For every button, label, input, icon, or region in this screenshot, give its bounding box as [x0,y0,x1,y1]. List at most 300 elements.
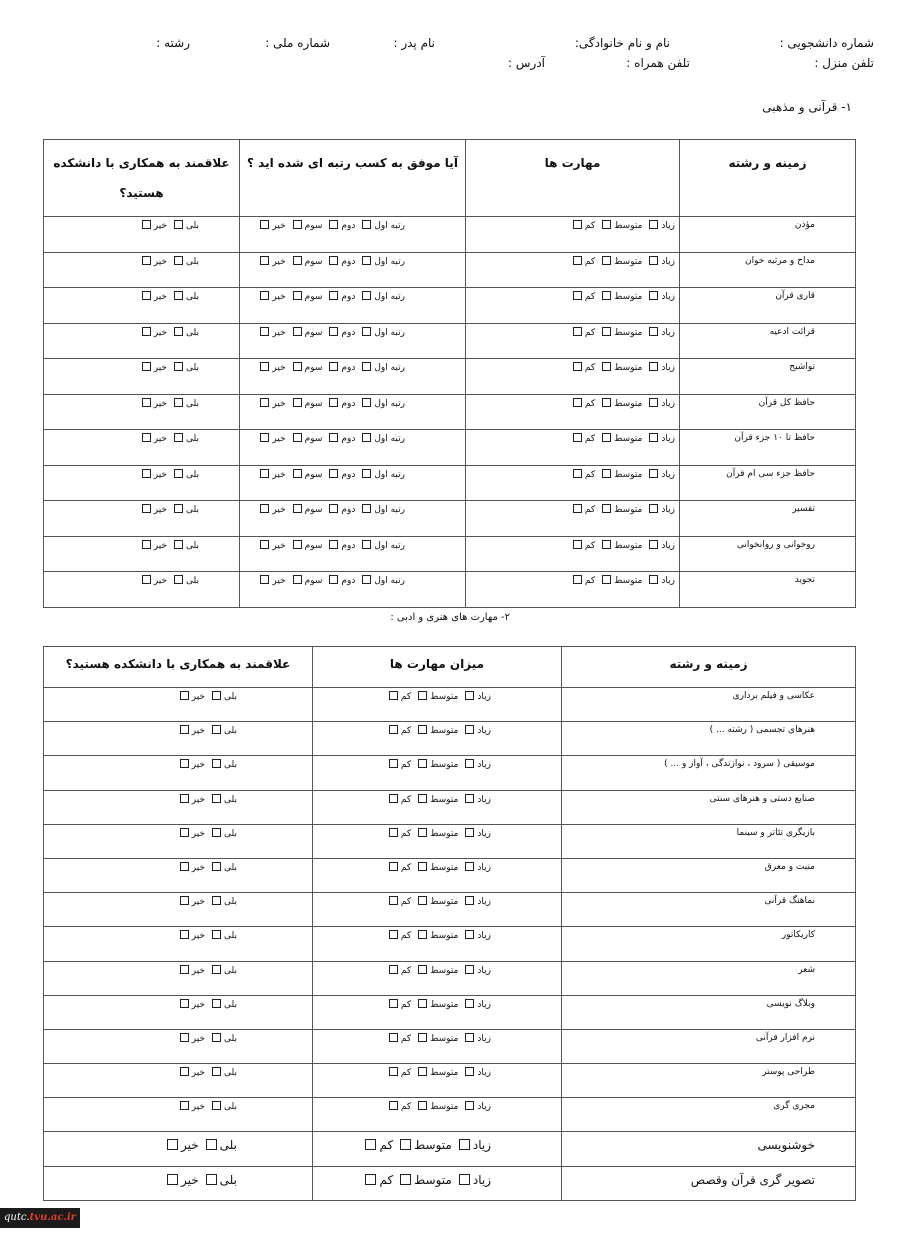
checkbox[interactable] [293,327,302,336]
checkbox[interactable] [260,540,269,549]
t2-cooperation [44,722,313,756]
skill-level-option-label: کم [400,760,412,771]
checkbox[interactable] [418,759,427,768]
yes-no-option [209,862,237,873]
checkbox[interactable] [174,327,183,336]
t2-skill-level [313,756,562,790]
checkbox[interactable] [206,1174,217,1185]
checkbox[interactable] [602,256,611,265]
checkbox[interactable] [212,691,221,700]
checkbox[interactable] [362,362,371,371]
t1-cooperation [44,217,240,253]
checkbox[interactable] [573,540,582,549]
checkbox[interactable] [465,896,474,905]
skill-level-option-label: متوسط [414,1138,452,1153]
checkbox[interactable] [389,999,398,1008]
t1-row [44,394,856,430]
checkbox[interactable] [465,794,474,803]
checkbox[interactable] [329,575,338,584]
checkbox[interactable] [649,540,658,549]
checkbox[interactable] [174,291,183,300]
checkbox[interactable] [418,828,427,837]
t1-cooperation [44,465,240,501]
checkbox[interactable] [167,1139,178,1150]
yes-no-option-label: بلی [186,469,199,480]
skill-level-option-label: کم [584,327,596,338]
rank-option-label: دوم [341,505,356,515]
checkbox[interactable] [465,965,474,974]
checkbox[interactable] [180,691,189,700]
checkbox[interactable] [602,398,611,407]
checkbox[interactable] [362,398,371,407]
t2-field-name: خوشنویسی [562,1132,856,1166]
rank-option-label: دوم [341,398,356,409]
yes-no-option-label: خیر [191,862,205,873]
checkbox[interactable] [174,433,183,442]
t1-cooperation [44,572,240,608]
checkbox[interactable] [400,1174,411,1185]
checkbox[interactable] [293,575,302,584]
skill-level-option-label: زیاد [477,862,491,873]
t1-field-name: حافظ کل قرآن [680,394,856,430]
t1-header-cooperation: علاقمند به همکاری با دانشکده هستید؟ [44,140,240,217]
checkbox[interactable] [418,794,427,803]
checkbox[interactable] [649,362,658,371]
skill-level-option [646,256,675,267]
checkbox[interactable] [167,1174,178,1185]
checkbox[interactable] [329,504,338,513]
checkbox[interactable] [389,896,398,905]
checkbox[interactable] [418,1067,427,1076]
skill-level-option-label: زیاد [477,828,491,839]
rank-option [326,575,355,586]
t1-row [44,465,856,501]
checkbox[interactable] [293,433,302,442]
section1-title: ۱- قرآنی و مذهبی [762,100,852,114]
checkbox[interactable] [365,1174,376,1185]
checkbox[interactable] [365,1139,376,1150]
rank-option [359,220,405,231]
checkbox[interactable] [329,540,338,549]
skill-level-option [570,575,595,586]
skill-level-option [415,999,458,1010]
yes-no-option [139,220,167,231]
checkbox[interactable] [602,220,611,229]
checkbox[interactable] [260,469,269,478]
checkbox[interactable] [459,1174,470,1185]
checkbox[interactable] [649,575,658,584]
checkbox[interactable] [174,504,183,513]
skill-level-option [386,1101,411,1112]
checkbox[interactable] [142,256,151,265]
checkbox[interactable] [212,794,221,803]
rank-option-label: سوم [304,398,323,409]
checkbox[interactable] [418,1101,427,1110]
rank-option [326,362,355,373]
t1-cooperation [44,323,240,359]
checkbox[interactable] [180,965,189,974]
t1-row [44,252,856,288]
rank-option-label: رتبه اول [374,221,405,231]
t2-row [44,790,856,824]
yes-no-option-label: بلی [186,363,199,373]
yes-no-option [171,220,199,231]
checkbox[interactable] [649,469,658,478]
rank-option-label: رتبه اول [374,398,405,409]
checkbox[interactable] [573,433,582,442]
checkbox[interactable] [212,999,221,1008]
checkbox[interactable] [362,291,371,300]
checkbox[interactable] [362,433,371,442]
checkbox[interactable] [260,398,269,407]
checkbox[interactable] [174,398,183,407]
checkbox[interactable] [389,1101,398,1110]
checkbox[interactable] [174,220,183,229]
checkbox[interactable] [142,575,151,584]
checkbox[interactable] [293,291,302,300]
t1-field-name: قاری قرآن [680,288,856,324]
skill-level-option-label: کم [584,221,596,231]
checkbox[interactable] [260,291,269,300]
checkbox[interactable] [418,862,427,871]
yes-no-option [177,759,205,770]
checkbox[interactable] [602,362,611,371]
checkbox[interactable] [260,433,269,442]
checkbox[interactable] [389,930,398,939]
checkbox[interactable] [389,965,398,974]
checkbox[interactable] [389,1033,398,1042]
checkbox[interactable] [293,469,302,478]
yes-no-option [177,1067,205,1078]
rank-option [257,220,285,231]
t2-field-name: نماهنگ قرآنی [562,893,856,927]
checkbox[interactable] [418,930,427,939]
t2-skill-level [313,1064,562,1098]
checkbox[interactable] [602,469,611,478]
t2-row [44,858,856,892]
skill-level-option-label: زیاد [661,469,675,480]
checkbox[interactable] [260,575,269,584]
yes-no-option-label: خیر [153,363,167,373]
t2-skill-level [313,790,562,824]
checkbox[interactable] [212,896,221,905]
checkbox[interactable] [649,291,658,300]
skill-level-option-label: زیاد [477,999,491,1010]
checkbox[interactable] [180,896,189,905]
checkbox[interactable] [329,220,338,229]
checkbox[interactable] [573,327,582,336]
skill-level-option-label: کم [584,292,596,302]
checkbox[interactable] [362,256,371,265]
checkbox[interactable] [329,433,338,442]
rank-option [359,398,405,409]
t1-row [44,501,856,537]
checkbox[interactable] [180,862,189,871]
checkbox[interactable] [400,1139,411,1150]
skill-level-option [570,362,595,373]
checkbox[interactable] [465,999,474,1008]
checkbox[interactable] [418,725,427,734]
t2-cooperation [44,1029,313,1063]
t1-field-name: روخوانی و روانخوانی [680,536,856,572]
checkbox[interactable] [362,540,371,549]
rank-option-label: رتبه اول [374,363,405,373]
checkbox[interactable] [329,327,338,336]
checkbox[interactable] [389,759,398,768]
rank-option [359,540,405,551]
t2-row [44,1098,856,1132]
checkbox[interactable] [649,504,658,513]
checkbox[interactable] [260,220,269,229]
t2-field-name: شعر [562,961,856,995]
checkbox[interactable] [174,469,183,478]
checkbox[interactable] [212,828,221,837]
checkbox[interactable] [362,220,371,229]
skill-level-option [570,398,595,409]
checkbox[interactable] [180,1033,189,1042]
checkbox[interactable] [573,504,582,513]
checkbox[interactable] [180,999,189,1008]
checkbox[interactable] [573,220,582,229]
checkbox[interactable] [142,433,151,442]
yes-no-option-label: خیر [153,434,167,444]
rank-option-label: رتبه اول [374,540,405,551]
checkbox[interactable] [293,256,302,265]
checkbox[interactable] [180,725,189,734]
checkbox[interactable] [465,828,474,837]
t1-row [44,288,856,324]
checkbox[interactable] [142,362,151,371]
skill-level-option-label: متوسط [614,398,643,409]
skill-level-option-label: کم [584,398,596,409]
checkbox[interactable] [573,256,582,265]
checkbox[interactable] [418,896,427,905]
checkbox[interactable] [293,398,302,407]
checkbox[interactable] [212,1101,221,1110]
checkbox[interactable] [362,504,371,513]
checkbox[interactable] [293,220,302,229]
skill-level-option [462,999,491,1010]
skill-level-option-label: متوسط [614,292,643,302]
checkbox[interactable] [212,759,221,768]
skill-level-option [397,1173,452,1187]
checkbox[interactable] [180,794,189,803]
full-name-label: نام و نام خانوادگی: [574,36,670,50]
checkbox[interactable] [602,540,611,549]
rank-option-label: خیر [272,363,286,373]
checkbox[interactable] [329,398,338,407]
checkbox[interactable] [465,862,474,871]
checkbox[interactable] [293,504,302,513]
university-logo: qutc.tvu.ac.ir [0,1208,80,1228]
skill-level-option-label: متوسط [614,505,643,515]
skill-level-option-label: متوسط [614,469,643,480]
checkbox[interactable] [389,725,398,734]
checkbox[interactable] [465,725,474,734]
checkbox[interactable] [465,1101,474,1110]
t1-rank [240,430,466,466]
yes-no-option [139,291,167,302]
major-label: رشته : [156,36,190,50]
checkbox[interactable] [212,965,221,974]
t1-cooperation [44,252,240,288]
t1-body [44,217,856,608]
skill-level-option-label: متوسط [614,256,643,267]
skill-level-option-label: زیاد [472,1172,491,1187]
checkbox[interactable] [362,469,371,478]
yes-no-option [177,1033,205,1044]
checkbox[interactable] [293,362,302,371]
checkbox[interactable] [602,327,611,336]
t2-skill-level [313,722,562,756]
checkbox[interactable] [418,1033,427,1042]
checkbox[interactable] [174,540,183,549]
rank-option [290,469,323,480]
skill-level-option-label: متوسط [614,540,643,551]
rank-option-label: سوم [304,363,323,373]
t1-field-name: حافظ تا ۱۰ جزء قرآن [680,430,856,466]
checkbox[interactable] [206,1139,217,1150]
skill-level-option [397,1138,452,1152]
checkbox[interactable] [465,759,474,768]
checkbox[interactable] [212,930,221,939]
checkbox[interactable] [573,362,582,371]
checkbox[interactable] [212,1033,221,1042]
yes-no-option [139,433,167,444]
checkbox[interactable] [174,575,183,584]
checkbox[interactable] [260,256,269,265]
yes-no-option-label: بلی [186,505,199,515]
home-phone-label: تلفن منزل : [814,56,874,70]
checkbox[interactable] [260,327,269,336]
father-name-label: نام پدر : [393,36,435,50]
t2-cooperation [44,995,313,1029]
checkbox[interactable] [602,504,611,513]
yes-no-option [177,999,205,1010]
checkbox[interactable] [389,794,398,803]
checkbox[interactable] [212,725,221,734]
checkbox[interactable] [260,504,269,513]
yes-no-option-label: بلی [224,760,237,771]
t1-skill-level [466,359,680,395]
checkbox[interactable] [142,291,151,300]
rank-option [257,504,285,515]
rank-option [359,504,405,515]
checkbox[interactable] [142,504,151,513]
checkbox[interactable] [362,575,371,584]
t1-cooperation [44,430,240,466]
checkbox[interactable] [329,362,338,371]
checkbox[interactable] [329,291,338,300]
checkbox[interactable] [649,327,658,336]
checkbox[interactable] [389,691,398,700]
yes-no-option [209,691,237,702]
checkbox[interactable] [573,469,582,478]
skill-level-option-label: متوسط [430,897,459,908]
checkbox[interactable] [602,433,611,442]
checkbox[interactable] [649,398,658,407]
skill-level-option [415,1067,458,1078]
rank-option [257,327,285,338]
checkbox[interactable] [465,930,474,939]
checkbox[interactable] [180,1101,189,1110]
checkbox[interactable] [649,256,658,265]
checkbox[interactable] [418,999,427,1008]
rank-option-label: رتبه اول [374,327,405,338]
t1-skill-level [466,465,680,501]
checkbox[interactable] [142,327,151,336]
checkbox[interactable] [389,1067,398,1076]
checkbox[interactable] [212,1067,221,1076]
checkbox[interactable] [573,398,582,407]
checkbox[interactable] [573,575,582,584]
checkbox[interactable] [362,327,371,336]
t2-cooperation [44,893,313,927]
skill-level-option-label: کم [584,505,596,515]
skill-level-option [599,540,642,551]
checkbox[interactable] [260,362,269,371]
checkbox[interactable] [465,1067,474,1076]
skill-level-option-label: کم [400,828,412,839]
checkbox[interactable] [329,469,338,478]
skill-level-option [415,725,458,736]
t2-row [44,1132,856,1166]
checkbox[interactable] [649,220,658,229]
checkbox[interactable] [573,291,582,300]
checkbox[interactable] [389,862,398,871]
checkbox[interactable] [418,691,427,700]
checkbox[interactable] [180,930,189,939]
checkbox[interactable] [142,398,151,407]
checkbox[interactable] [212,862,221,871]
t2-cooperation [44,1166,313,1200]
skill-level-option-label: کم [400,931,412,942]
yes-no-option-label: بلی [224,794,237,805]
checkbox[interactable] [389,828,398,837]
yes-no-option [177,794,205,805]
checkbox[interactable] [174,362,183,371]
checkbox[interactable] [465,1033,474,1042]
checkbox[interactable] [180,1067,189,1076]
rank-option [359,256,405,267]
checkbox[interactable] [602,291,611,300]
yes-no-option-label: خیر [153,576,167,586]
t1-skill-level [466,394,680,430]
checkbox[interactable] [465,691,474,700]
checkbox[interactable] [602,575,611,584]
checkbox[interactable] [329,256,338,265]
t2-row [44,893,856,927]
checkbox[interactable] [142,469,151,478]
checkbox[interactable] [293,540,302,549]
skill-level-option [599,575,642,586]
checkbox[interactable] [180,828,189,837]
rank-option [359,433,405,444]
address-label: آدرس : [508,56,545,70]
checkbox[interactable] [142,220,151,229]
checkbox[interactable] [142,540,151,549]
checkbox[interactable] [174,256,183,265]
checkbox[interactable] [459,1139,470,1150]
checkbox[interactable] [180,759,189,768]
yes-no-option-label: خیر [153,327,167,338]
checkbox[interactable] [649,433,658,442]
skill-level-option-label: کم [400,692,412,702]
rank-option [290,504,323,515]
t1-rank [240,572,466,608]
yes-no-option-label: خیر [153,256,167,267]
checkbox[interactable] [418,965,427,974]
